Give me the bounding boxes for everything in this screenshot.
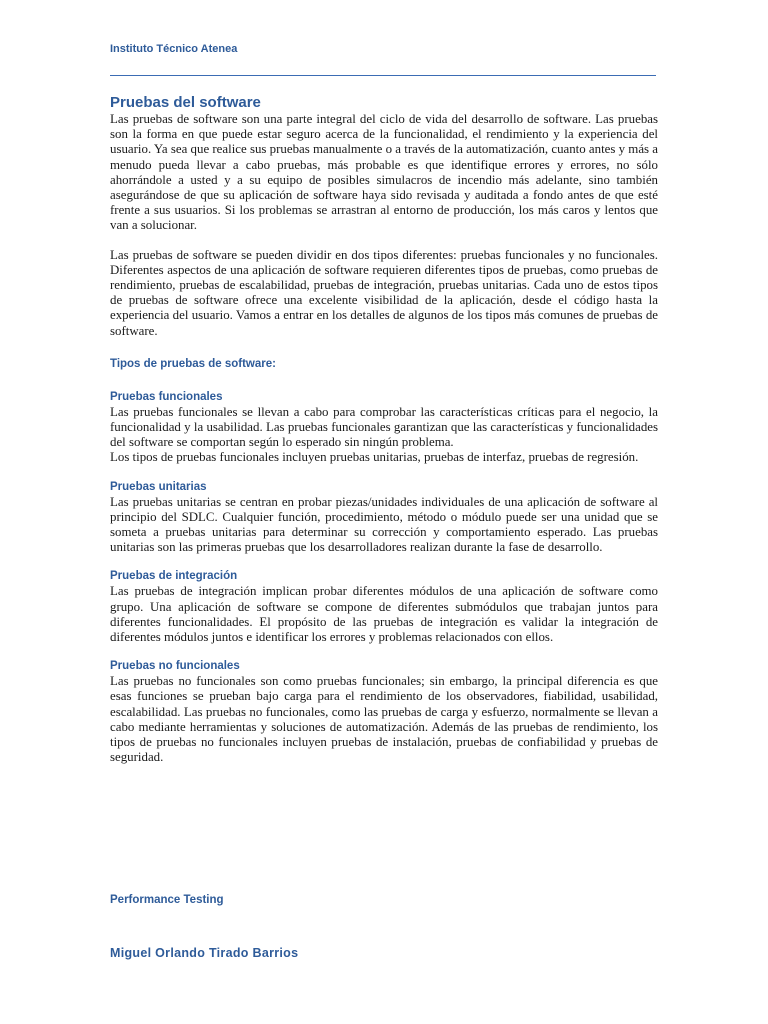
intro-paragraph-2: Las pruebas de software se pueden dividir en dos tipos diferentes: pruebas funcionales y no funcionales. Diferentes aspectos de una aplicación de software requieren diferentes tipos de pruebas, como pruebas de rendimiento, pruebas de escalabilidad, pruebas de integración, pruebas unitarias. Cada uno de estos tipos de pruebas de software ofrece una excelente visibilidad de la aplicación, desde el código hasta la experiencia del usuario. Vamos a entrar en los detalles de algunos de los tipos más comunes de pruebas de software. xyxy=(110,247,658,338)
footer-author: Miguel Orlando Tirado Barrios xyxy=(110,946,299,960)
institute-name: Instituto Técnico Atenea xyxy=(110,43,238,55)
section-heading-unit: Pruebas unitarias xyxy=(110,480,207,493)
document-body xyxy=(110,94,658,766)
section-paragraph: Las pruebas unitarias se centran en probar piezas/unidades individuales de una aplicación de software al principio del SDLC. Cualquier función, procedimiento, método o módulo puede ser una unidad que se someta a pruebas unitarias para determinar su corrección y comportamiento esperado. Las pruebas unitarias son las primeras pruebas que los desarrolladores realizan durante la fase de desarrollo. xyxy=(110,494,658,555)
section-heading-integration: Pruebas de integración xyxy=(110,570,238,583)
section-paragraph: Las pruebas no funcionales son como pruebas funcionales; sin embargo, la principal diferencia es que esas funciones se prueban bajo carga para el rendimiento de los observadores, fiabilidad, usabilidad, escalabilidad. Las pruebas no funcionales, como las pruebas de carga y esfuerzo, normalmente se llevan a cabo mediante herramientas y soluciones de automatización. Además de las pruebas de rendimiento, los tipos de pruebas no funcionales incluyen pruebas de instalación, pruebas de confiabilidad y pruebas de seguridad. xyxy=(110,674,658,765)
section-paragraph: Las pruebas de integración implican probar diferentes módulos de una aplicación de software como grupo. Una aplicación de software se compone de diferentes submódulos que trabajan juntos para diferentes funcionalidades. El propósito de las pruebas de integración es validar la integración de diferentes módulos juntos e identificar los errores y problemas relacionados con ellos. xyxy=(110,584,658,645)
section-heading-functional: Pruebas funcionales xyxy=(110,390,223,403)
section-paragraph: Los tipos de pruebas funcionales incluyen pruebas unitarias, pruebas de interfaz, pruebas de regresión. xyxy=(110,450,639,465)
footer-topic: Performance Testing xyxy=(110,894,224,906)
header-divider xyxy=(110,75,656,76)
intro-paragraph-1: Las pruebas de software son una parte integral del ciclo de vida del desarrollo de software. Las pruebas son la forma en que puede estar seguro acerca de la funcionalidad, el rendimiento y la experiencia del usuario. Ya sea que realice sus pruebas manualmente o a través de la automatización, cuanto antes y más a menudo pueda llevar a cabo pruebas, más probable es que identifique errores y errores, no sólo ahorrándole a usted y a su equipo de posibles simulacros de incendio más adelante, sino también asegurándose de que su aplicación de software haya sido revisada y auditada a fondo antes de que esté frente a sus usuarios. Si los problemas se arrastran al entorno de producción, los más caros y lentos que van a solucionar. xyxy=(110,112,659,233)
section-heading-nonfunctional: Pruebas no funcionales xyxy=(110,660,240,673)
types-heading: Tipos de pruebas de software: xyxy=(110,357,276,370)
document-title: Pruebas del software xyxy=(110,94,261,111)
section-paragraph: Las pruebas funcionales se llevan a cabo para comprobar las características críticas para el negocio, la funcionalidad y la usabilidad. Las pruebas funcionales garantizan que las características y funcionalidades del software se comportan según lo esperado sin ningún problema. xyxy=(110,404,658,450)
